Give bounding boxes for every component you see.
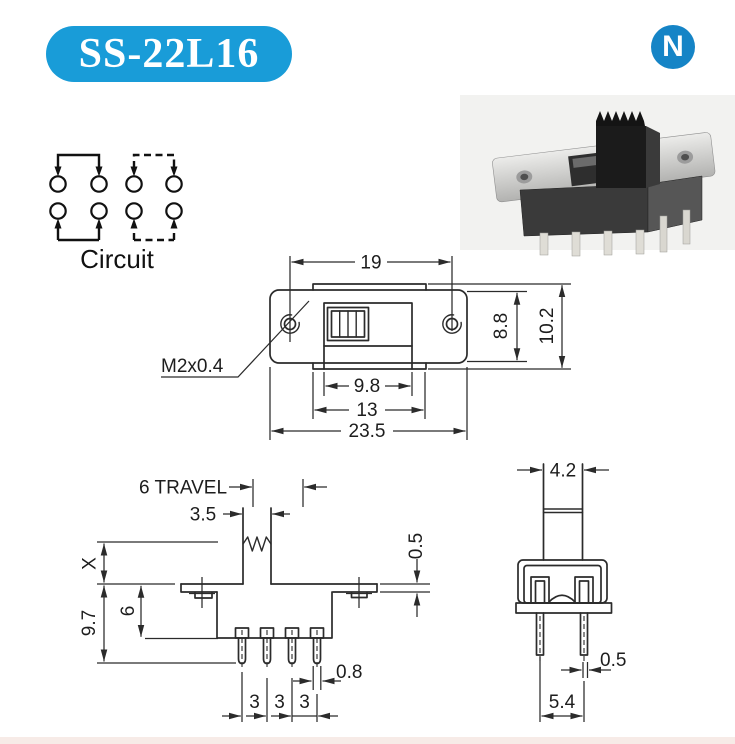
top-view-drawing xyxy=(140,245,585,450)
dim-plate-width: 23.5 xyxy=(348,421,386,442)
thread-callout: M2x0.4 xyxy=(161,356,224,377)
end-view-outline xyxy=(516,464,612,655)
dim-plate-height: 8.8 xyxy=(491,312,512,340)
dim-body-height: 6 xyxy=(118,605,139,617)
dim-knob-depth: 4.2 xyxy=(549,460,577,482)
end-view-drawing xyxy=(488,455,690,730)
dim-pin-pitch-2: 3 xyxy=(274,692,285,713)
brand-letter: N xyxy=(662,30,684,63)
dim-pin-width: 0.8 xyxy=(336,662,363,683)
dim-slot-width: 9.8 xyxy=(353,376,381,397)
dim-pin-pitch-3: 3 xyxy=(299,692,310,713)
dim-plate-thickness: 0.5 xyxy=(406,532,427,560)
side-view-outline xyxy=(181,508,377,664)
dim-pin-thickness: 0.5 xyxy=(600,650,627,671)
model-badge xyxy=(46,26,292,82)
side-view-dimensions xyxy=(97,479,430,722)
end-view-centerlines xyxy=(540,616,584,664)
dim-overall-height: 10.2 xyxy=(537,307,558,345)
dim-travel: 6 TRAVEL xyxy=(139,477,228,499)
product-photo xyxy=(460,95,735,250)
dim-body-width: 13 xyxy=(356,400,378,421)
dim-knob-width: 3.5 xyxy=(189,504,217,526)
top-view-outline xyxy=(270,284,467,369)
footer-strip xyxy=(0,737,735,744)
model-label: SS-22L16 xyxy=(78,31,260,77)
circuit-solid-pole xyxy=(50,155,106,240)
side-view-knob xyxy=(243,508,271,584)
brand-logo xyxy=(651,25,695,69)
circuit-dashed-pole xyxy=(126,155,181,240)
dim-total-height: 9.7 xyxy=(79,609,100,637)
circuit-label: Circuit xyxy=(80,244,154,274)
side-view-drawing xyxy=(75,458,445,730)
dim-hole-pitch: 19 xyxy=(360,252,382,274)
dim-pin-pitch-1: 3 xyxy=(249,692,260,713)
dim-knob-height-x: X xyxy=(79,557,101,570)
dim-pin-span: 5.4 xyxy=(548,692,576,713)
